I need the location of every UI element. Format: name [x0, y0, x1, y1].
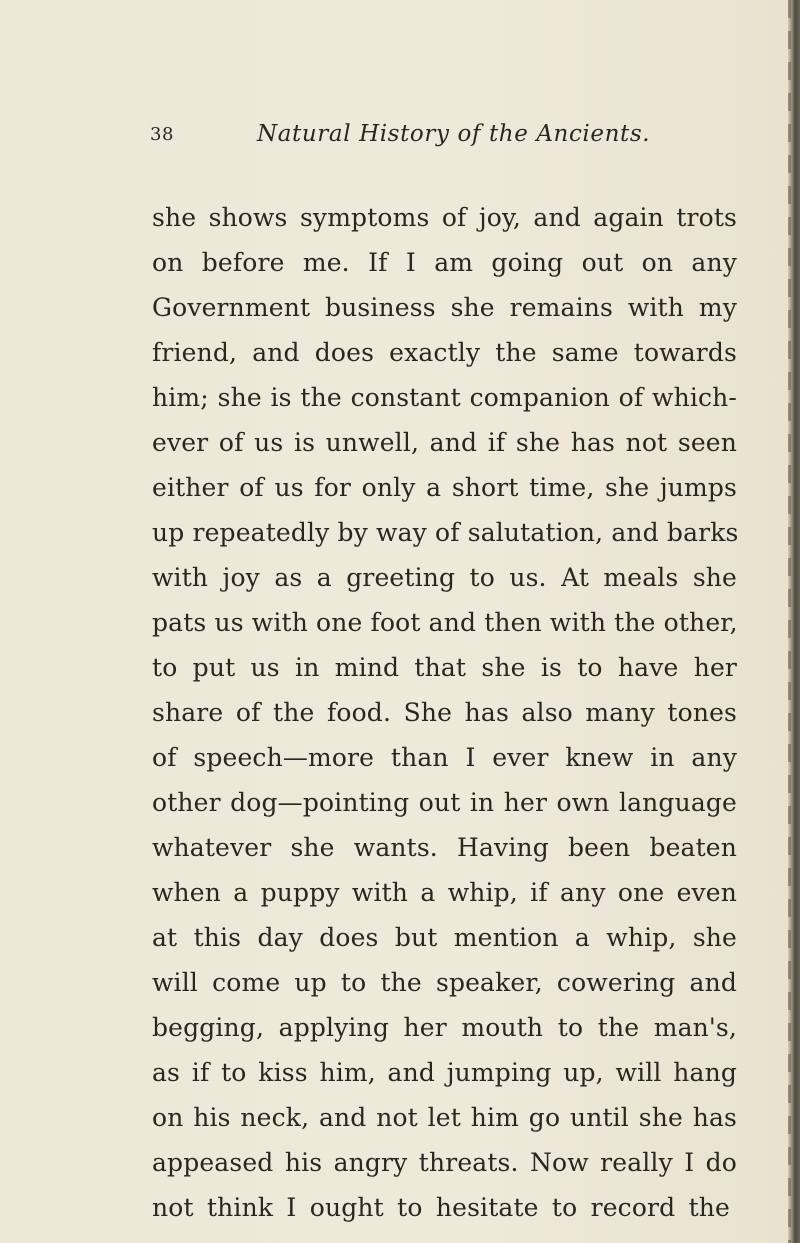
text-line: friend, and does exactly the same towards [152, 338, 737, 367]
text-line: ever of us is unwell, and if she has not seen [152, 428, 737, 457]
page-edge [788, 0, 800, 1243]
text-line: at this day does but mention a whip, she [152, 923, 737, 952]
running-title: Natural History of the Ancients. [257, 121, 651, 147]
text-line: Government business she remains with my [152, 293, 737, 322]
text-line: pats us with one foot and then with the other, [152, 608, 738, 637]
text-line: she shows symptoms of joy, and again trots [152, 203, 737, 232]
text-line: of speech—more than I ever knew in any [152, 743, 737, 772]
text-line: whatever she wants. Having been beaten [152, 833, 737, 862]
text-line: him; she is the constant companion of which- [152, 383, 737, 412]
text-line: appeased his angry threats. Now really I do [152, 1148, 737, 1177]
text-line: either of us for only a short time, she jumps [152, 473, 737, 502]
text-line: begging, applying her mouth to the man's, [152, 1013, 737, 1042]
text-line: other dog—pointing out in her own language [152, 788, 737, 817]
text-line: on before me. If I am going out on any [152, 248, 737, 277]
text-line: will come up to the speaker, cowering and [152, 968, 737, 997]
text-line: as if to kiss him, and jumping up, will hang [152, 1058, 737, 1087]
text-line: share of the food. She has also many tones [152, 698, 737, 727]
body-text [152, 195, 737, 1230]
page-number: 38 [150, 124, 174, 145]
text-line: up repeatedly by way of salutation, and barks [152, 518, 739, 547]
page-header [0, 121, 788, 154]
text-line: not think I ought to hesitate to record the [152, 1193, 730, 1222]
text-line: with joy as a greeting to us. At meals she [152, 563, 737, 592]
text-line: when a puppy with a whip, if any one even [152, 878, 737, 907]
text-line: to put us in mind that she is to have her [152, 653, 737, 682]
text-line: on his neck, and not let him go until she has [152, 1103, 737, 1132]
